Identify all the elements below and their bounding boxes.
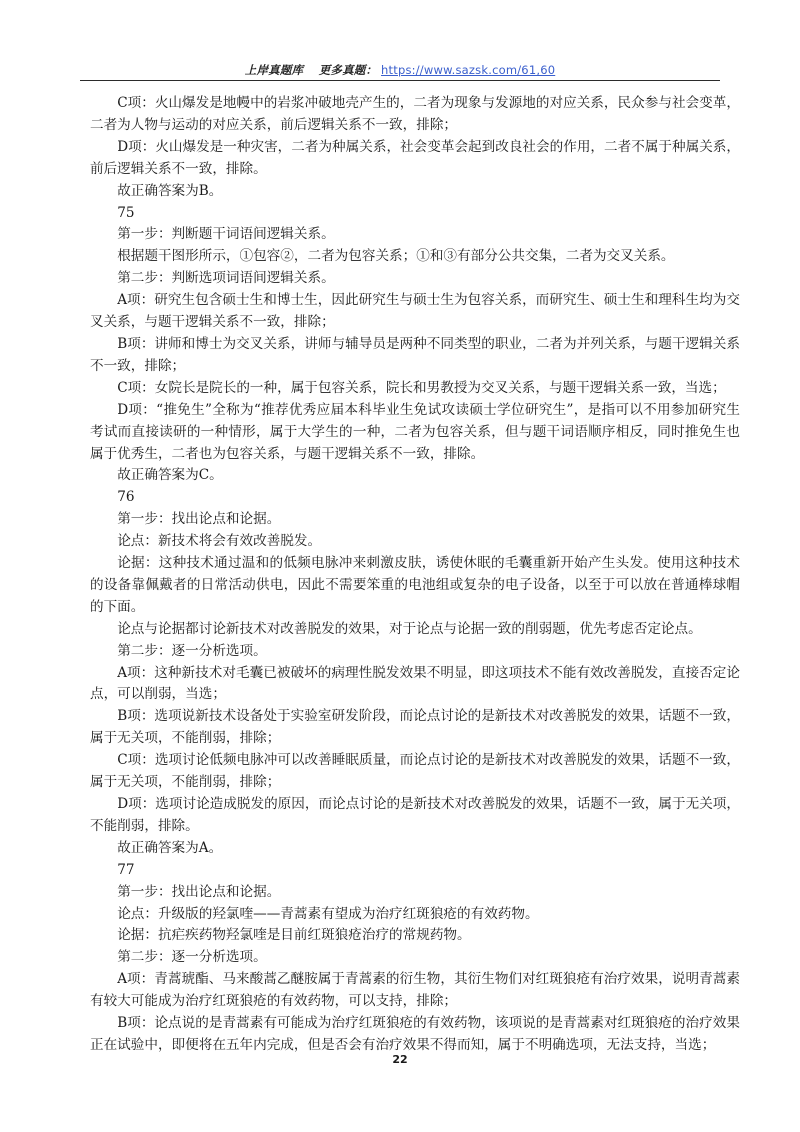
paragraph: 论点：新技术将会有效改善脱发。: [117, 533, 322, 550]
page-header: [0, 62, 800, 78]
document-body: [90, 93, 740, 1057]
header-divider: [80, 80, 720, 81]
page-number: 22: [392, 1053, 408, 1066]
question-number: 76: [117, 489, 135, 506]
paragraph: B项：讲师和博士为交叉关系，讲师与辅导员是两种不同类型的职业，二者为并列关系，与题干逻辑关系不一致，排除；: [90, 335, 740, 374]
paragraph: 第二步：判断选项词语间逻辑关系。: [117, 270, 335, 287]
paragraph: 故正确答案为B。: [117, 182, 223, 199]
paragraph: B项：选项说新技术设备处于实验室研发阶段，而论点讨论的是新技术对改善脱发的效果，话题不一致，属于无关项，不能削弱，排除；: [90, 708, 740, 747]
paragraph: A项：研究生包含硕士生和博士生，因此研究生与硕士生为包容关系，而研究生、硕士生和理科生均为交叉关系，与题干逻辑关系不一致，排除；: [90, 292, 740, 331]
paragraph: 第二步：逐一分析选项。: [117, 642, 267, 659]
paragraph: B项：论点说的是青蒿素有可能成为治疗红斑狼疮的有效药物，该项说的是青蒿素对红斑狼疮的治疗效果正在试验中，即便将在五年内完成，但是否会有治疗效果不得而知，属于不明确选项，无法支持，当选；: [90, 1015, 740, 1053]
paragraph: 第一步：找出论点和论据。: [117, 511, 281, 528]
header-link[interactable]: https://www.sazsk.com/61,60: [381, 63, 556, 77]
paragraph: 第二步：逐一分析选项。: [117, 949, 267, 966]
paragraph: A项：这种新技术对毛囊已被破坏的病理性脱发效果不明显，即这项技术不能有效改善脱发，直接否定论点，可以削弱，当选；: [90, 664, 740, 703]
paragraph: C项：火山爆发是地幔中的岩浆冲破地壳产生的，二者为现象与发源地的对应关系，民众参与社会变革，二者为人物与运动的对应关系，前后逻辑关系不一致，排除；: [90, 95, 740, 133]
paragraph: C项：女院长是院长的一种，属于包容关系，院长和男教授为交叉关系，与题干逻辑关系一致，当选；: [117, 379, 726, 396]
paragraph: 第一步：找出论点和论据。: [117, 883, 281, 900]
paragraph: 论点：升级版的羟氯喹——青蒿素有望成为治疗红斑狼疮的有效药物。: [117, 905, 539, 922]
paragraph: A项：青蒿琥酯、马来酸蒿乙醚胺属于青蒿素的衍生物，其衍生物们对红斑狼疮有治疗效果，说明青蒿素有较大可能成为治疗红斑狼疮的有效药物，可以支持，排除；: [90, 971, 740, 1010]
paragraph: 论点与论据都讨论新技术对改善脱发的效果，对于论点与论据一致的削弱题，优先考虑否定论点。: [117, 620, 702, 637]
paragraph: 第一步：判断题干词语间逻辑关系。: [117, 226, 335, 243]
header-label: 更多真题：: [318, 63, 378, 77]
paragraph: 故正确答案为A。: [117, 839, 223, 856]
paragraph: C项：选项讨论低频电脉冲可以改善睡眠质量，而论点讨论的是新技术对改善脱发的效果，话题不一致，属于无关项，不能削弱，排除；: [90, 752, 740, 791]
paragraph: D项：选项讨论造成脱发的原因，而论点讨论的是新技术对改善脱发的效果，话题不一致，属于无关项，不能削弱，排除。: [90, 796, 740, 834]
paragraph: 根据题干图形所示，①包容②，二者为包容关系；①和③有部分公共交集，二者为交叉关系。: [117, 248, 675, 265]
question-number: 75: [117, 204, 135, 221]
paragraph: 论据：这种技术通过温和的低频电脉冲来刺激皮肤，诱使休眠的毛囊重新开始产生头发。使用这种技术的设备靠佩戴者的日常活动供电，因此不需要笨重的电池组或复杂的电子设备，以至于可以放在普通棒球帽的下面。: [90, 555, 740, 615]
paragraph: 故正确答案为C。: [117, 467, 223, 484]
paragraph: D项：火山爆发是一种灾害，二者为种属关系，社会变革会起到改良社会的作用，二者不属于种属关系，前后逻辑关系不一致，排除。: [90, 138, 740, 177]
header-brand: 上岸真题库: [244, 63, 304, 77]
question-number: 77: [117, 861, 135, 878]
paragraph: D项：“推免生”全称为“推荐优秀应届本科毕业生免试攻读硕士学位研究生”，是指可以不用参加研究生考试而直接读研的一种情形，属于大学生的一种，二者为包容关系，但与题干词语顺序相反，同时推免生也属于优秀生，二者也为包容关系，与题干逻辑关系不一致，排除。: [90, 401, 740, 462]
paragraph: 论据：抗疟疾药物羟氯喹是目前红斑狼疮治疗的常规药物。: [117, 927, 471, 944]
